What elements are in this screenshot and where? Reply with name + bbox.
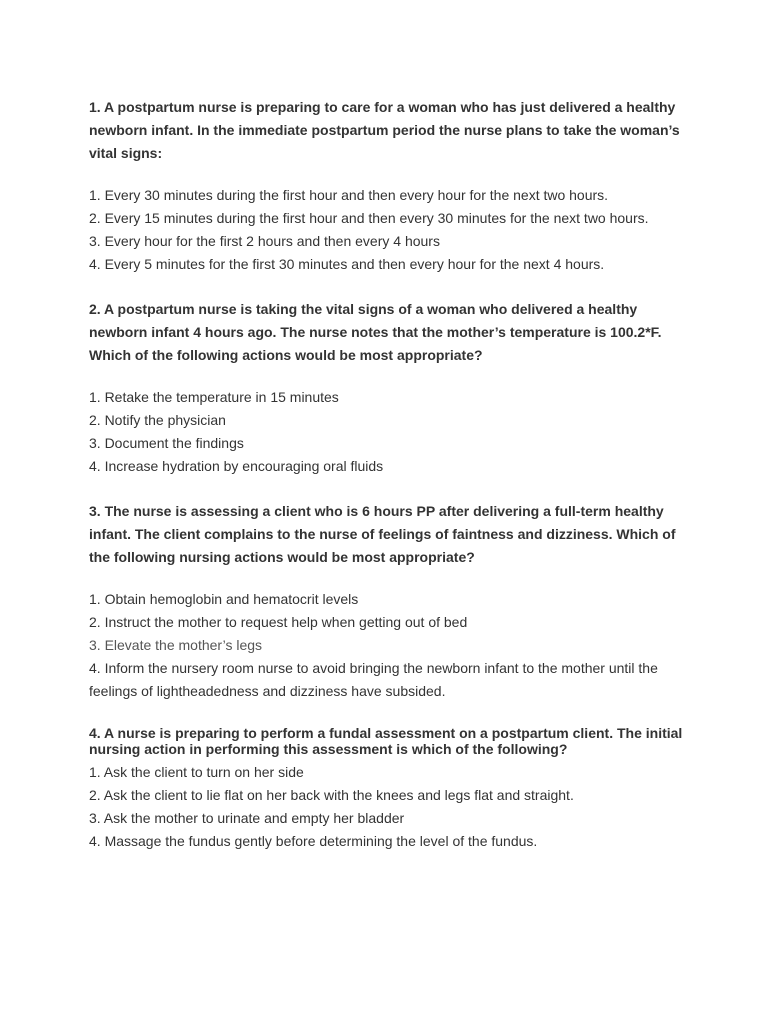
- answer-option: 2. Notify the physician: [89, 412, 226, 428]
- answer-option: 3. Elevate the mother’s legs: [89, 637, 263, 653]
- answer-option: 2. Every 15 minutes during the first hour and then every 30 minutes for the next two hours.: [89, 210, 649, 226]
- answer-option: 3. Document the findings: [89, 435, 244, 451]
- answer-option: 4. Increase hydration by encouraging oral fluids: [89, 458, 384, 474]
- answer-list-3: [89, 588, 689, 703]
- question-3: 3. The nurse is assessing a client who is 6 hours PP after delivering a full-term healthy infant. The client complains to the nurse of feelings of faintness and dizziness. Which of the following nursing actions would be most appropriate?: [89, 503, 676, 565]
- answer-list-4: [89, 761, 689, 853]
- answer-option: 2. Instruct the mother to request help when getting out of bed: [89, 614, 468, 630]
- question-1: 1. A postpartum nurse is preparing to care for a woman who has just delivered a healthy newborn infant. In the immediate postpartum period the nurse plans to take the woman’s vital signs:: [89, 99, 680, 161]
- answer-option: 4. Every 5 minutes for the first 30 minutes and then every hour for the next 4 hours.: [89, 256, 605, 272]
- question-4: 4. A nurse is preparing to perform a fundal assessment on a postpartum client. The initial nursing action in performing this assessment is which of the following?: [89, 725, 683, 757]
- answer-option: 3. Every hour for the first 2 hours and then every 4 hours: [89, 233, 440, 249]
- answer-option: 4. Inform the nursery room nurse to avoid bringing the newborn infant to the mother until the feelings of lightheadedness and dizziness have subsided.: [89, 660, 658, 699]
- question-2: 2. A postpartum nurse is taking the vital signs of a woman who delivered a healthy newborn infant 4 hours ago. The nurse notes that the mother’s temperature is 100.2*F. Which of the following actions would be most appropriate?: [89, 301, 662, 363]
- answer-list-2: [89, 386, 689, 478]
- answer-option: 1. Every 30 minutes during the first hour and then every hour for the next two hours.: [89, 187, 609, 203]
- answer-option: 1. Retake the temperature in 15 minutes: [89, 389, 339, 405]
- answer-option: 2. Ask the client to lie flat on her back with the knees and legs flat and straight.: [89, 787, 574, 803]
- answer-option: 1. Obtain hemoglobin and hematocrit levels: [89, 591, 359, 607]
- answer-list-1: [89, 184, 689, 276]
- answer-option: 4. Massage the fundus gently before determining the level of the fundus.: [89, 833, 538, 849]
- answer-option: 3. Ask the mother to urinate and empty her bladder: [89, 810, 405, 826]
- answer-option: 1. Ask the client to turn on her side: [89, 764, 304, 780]
- quiz-document: [89, 96, 689, 853]
